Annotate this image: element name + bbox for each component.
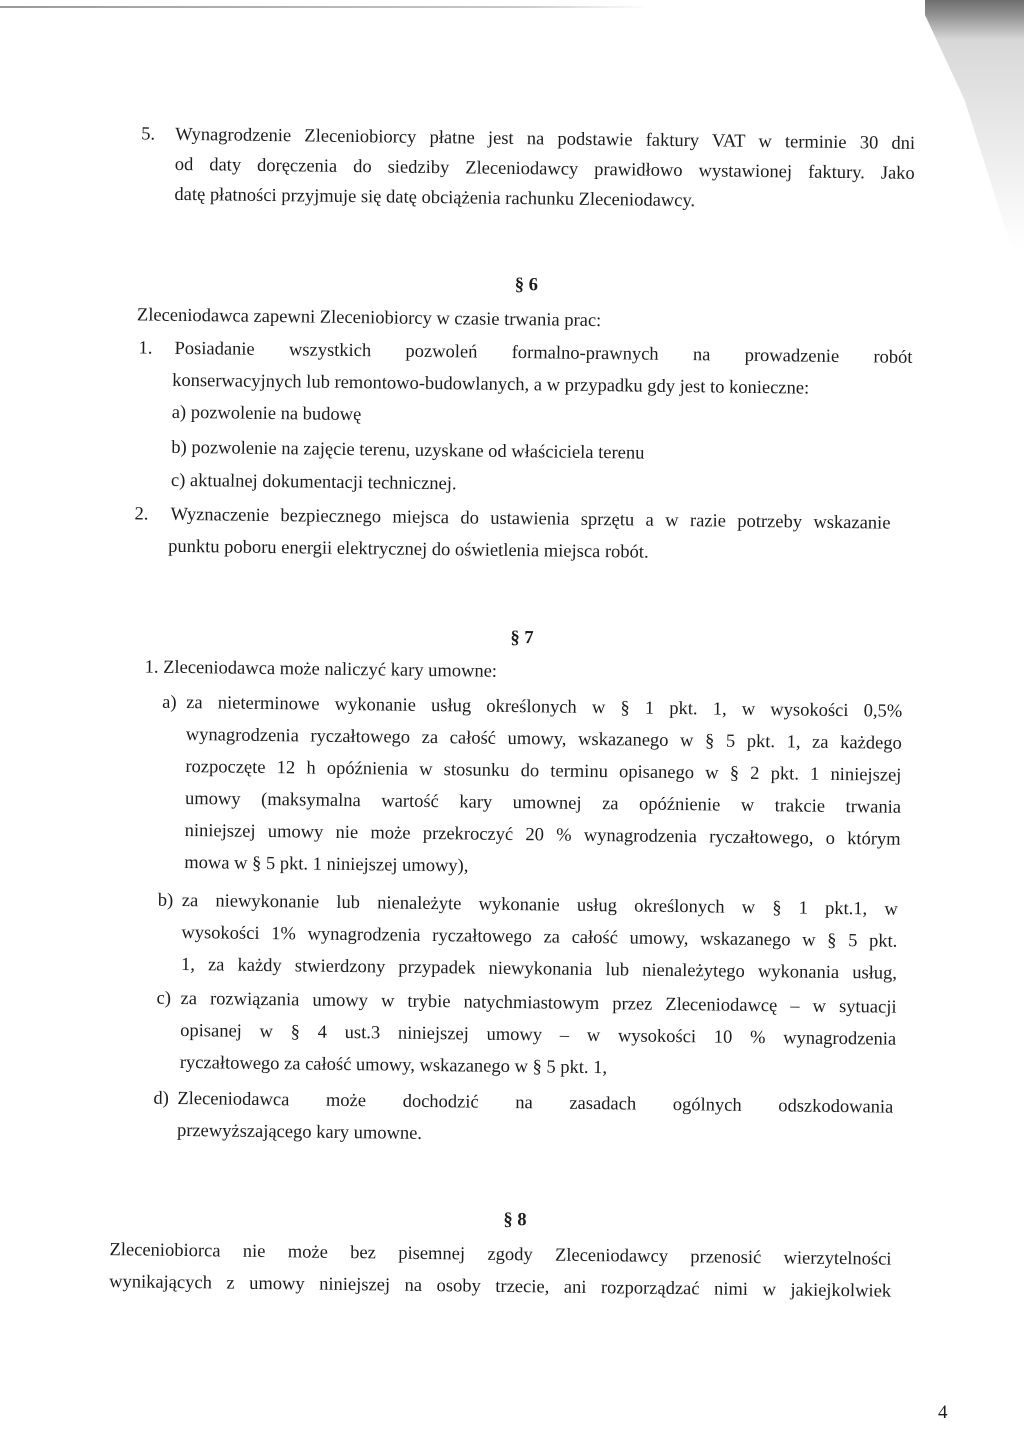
- section-6-sub-b: b) pozwolenie na zajęcie terenu, uzyskane od właściciela terenu: [171, 437, 645, 464]
- section-7-item-1: 1. Zleceniodawca może naliczyć kary umowne:: [144, 657, 498, 682]
- section-8-heading: § 8: [503, 1209, 527, 1231]
- section-7-c-label: c): [156, 988, 172, 1009]
- section-8-line-2: wynikających z umowy niniejszej na osoby trzecie, ani rozporządzać nimi w jakiejkolwiek: [109, 1272, 892, 1302]
- section-7-b-line-3: 1, za każdy stwierdzony przypadek niewykonania lub nienależytego wykonania usług,: [180, 954, 898, 984]
- section-7-a-line-3: rozpoczęte 12 h opóźnienia w stosunku do terminu opisanego w § 2 pkt. 1 niniejszej: [185, 757, 902, 786]
- section-7-a-line-1: za nieterminowe wykonanie usług określonych w § 1 pkt. 1, w wysokości 0,5%: [186, 693, 903, 722]
- section-7-a-line-6: mowa w § 5 pkt. 1 niniejszej umowy),: [184, 853, 469, 877]
- section-6-heading: § 6: [514, 275, 539, 296]
- section-6-sub-a: a) pozwolenie na budowę: [171, 402, 362, 426]
- page-number: 4: [938, 1402, 948, 1423]
- section-7-c-line-2: opisanej w § 4 ust.3 niniejszej umowy – w wysokości 10 % wynagrodzenia: [180, 1020, 897, 1050]
- section-6-item-2-line-1: Wyznaczenie bezpiecznego miejsca do ustawienia sprzętu a w razie potrzeby wskazanie: [170, 504, 891, 534]
- section-7-a-line-2: wynagrodzenia ryczałtowego za całość umowy, wskazanego w § 5 pkt. 1, za każdego: [185, 725, 902, 754]
- section-6-intro: Zleceniodawca zapewni Zleceniobiorcy w czasie trwania prac:: [136, 305, 602, 332]
- point-5-number: 5.: [141, 124, 156, 145]
- section-7-a-line-5: niniejszej umowy nie może przekroczyć 20 % wynagrodzenia ryczałtowego, o którym: [184, 821, 901, 850]
- point-5-line-3: datę płatności przyjmuje się datę obciążenia rachunku Zleceniodawcy.: [174, 184, 696, 212]
- point-5-line-2: od daty doręczenia do siedziby Zleceniodawcy prawidłowo wystawionej faktury. Jako: [174, 154, 915, 184]
- section-7-b-line-2: wysokości 1% wynagrodzenia ryczałtowego za całość umowy, wskazanego w § 5 pkt.: [181, 922, 898, 952]
- section-6-item-1-number: 1.: [138, 338, 153, 359]
- section-7-b-line-1: za niewykonanie lub nienależyte wykonanie usług określonych w § 1 pkt.1, w: [181, 890, 898, 920]
- section-7-d-label: d): [153, 1088, 169, 1109]
- section-7-a-line-4: umowy (maksymalna wartość kary umownej za opóźnienie w trakcie trwania: [184, 789, 902, 818]
- section-6-item-1-line-2: konserwacyjnych lub remontowo-budowlanych, a w przypadku gdy jest to konieczne:: [172, 370, 810, 399]
- point-5-line-1: Wynagrodzenie Zleceniobiorcy płatne jest na podstawie faktury VAT w terminie 30 dni: [175, 124, 916, 154]
- section-7-heading: § 7: [510, 627, 534, 649]
- section-8-line-1: Zleceniobiorca nie może bez pisemnej zgody Zleceniodawcy przenosić wierzytelności: [109, 1240, 892, 1270]
- section-6-item-1-line-1: Posiadanie wszystkich pozwoleń formalno-prawnych na prowadzenie robót: [174, 338, 913, 368]
- section-6-sub-c: c) aktualnej dokumentacji technicznej.: [170, 470, 457, 495]
- section-6-item-2-line-2: punktu poboru energii elektrycznej do oświetlenia miejsca robót.: [168, 536, 649, 563]
- section-7-a-label: a): [162, 692, 177, 713]
- section-7-d-line-1: Zleceniodawca może dochodzić na zasadach ogólnych odszkodowania: [177, 1088, 894, 1118]
- section-7-b-label: b): [157, 890, 174, 911]
- section-7-d-line-2: przewyższającego kary umowne.: [176, 1120, 423, 1144]
- section-7-c-line-1: za rozwiązania umowy w trybie natychmiastowym przez Zleceniodawcę – w sytuacji: [180, 988, 897, 1018]
- section-7-c-line-3: ryczałtowego za całość umowy, wskazanego w § 5 pkt. 1,: [179, 1052, 608, 1079]
- section-6-item-2-number: 2.: [134, 504, 149, 525]
